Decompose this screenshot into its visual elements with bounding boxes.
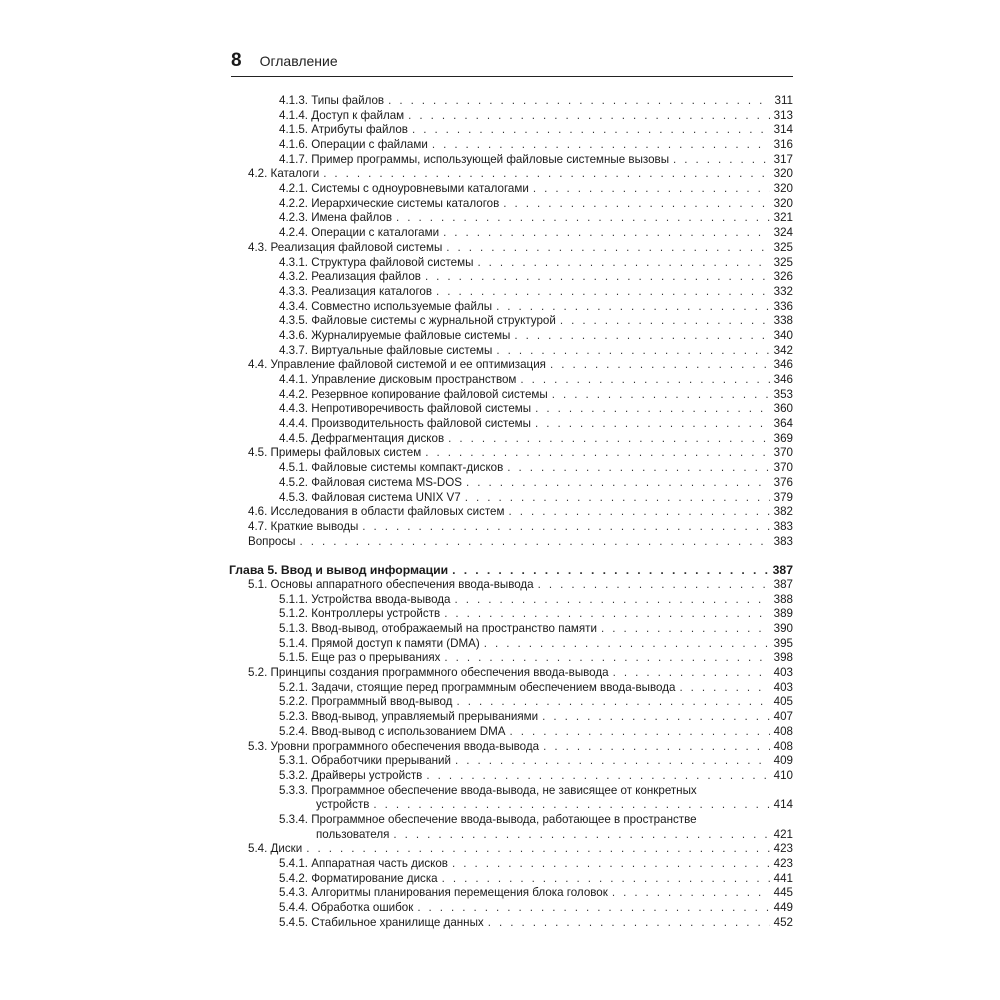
toc-entry-label: 4.2. Каталоги — [248, 167, 320, 181]
toc-entry-page: 408 — [773, 739, 793, 753]
toc-dot-leader — [679, 681, 769, 696]
toc-entry — [248, 285, 793, 300]
toc-entry-page: 445 — [773, 886, 793, 900]
toc-dot-leader — [432, 138, 770, 153]
toc-dot-leader — [425, 447, 769, 462]
toc-entry — [248, 607, 793, 622]
toc-dot-leader — [488, 916, 770, 931]
toc-entry-page: 325 — [773, 240, 793, 254]
toc-entry-label: 4.5. Примеры файловых систем — [248, 446, 422, 460]
toc-entry — [248, 857, 793, 872]
toc-entry-label: 5.4.4. Обработка ошибок — [279, 901, 414, 915]
toc-dot-leader — [362, 520, 769, 535]
toc-entry — [248, 329, 793, 344]
toc-dot-leader — [412, 123, 770, 138]
toc-dot-leader — [496, 344, 769, 359]
toc-entry — [248, 901, 793, 916]
toc-entry — [248, 491, 793, 506]
toc-entry — [248, 226, 793, 241]
toc-dot-leader — [507, 461, 769, 476]
toc-entry-label: 4.5.3. Файловая система UNIX V7 — [279, 490, 461, 504]
toc-entry-label: 4.4.1. Управление дисковым пространством — [279, 373, 517, 387]
toc-entry-label: 4.4.2. Резервное копирование файловой системы — [279, 387, 548, 401]
toc-entry — [248, 388, 793, 403]
toc-entry — [248, 666, 793, 681]
toc-entry-label: 5.4.5. Стабильное хранилище данных — [279, 915, 484, 929]
toc-entry — [248, 402, 793, 417]
toc-entry-label: 5.3. Уровни программного обеспечения ввода-вывода — [248, 739, 540, 753]
toc-entry — [248, 828, 793, 843]
toc-entry-page: 423 — [773, 842, 793, 856]
toc-dot-leader — [477, 256, 769, 271]
toc-entry-page: 408 — [773, 724, 793, 738]
toc-dot-leader — [535, 402, 770, 417]
toc-entry-label: пользователя — [316, 827, 390, 841]
toc-entry-label: 4.4.3. Непротиворечивость файловой системы — [279, 402, 532, 416]
toc-entry-page: 395 — [773, 636, 793, 650]
toc-entry — [248, 681, 793, 696]
toc-entry-page: 390 — [773, 622, 793, 636]
toc-dot-leader — [496, 300, 770, 315]
toc-entry — [248, 872, 793, 887]
toc-entry-page: 388 — [773, 592, 793, 606]
toc-entry — [248, 769, 793, 784]
toc-entry-page: 325 — [773, 255, 793, 269]
toc-dot-leader — [466, 476, 770, 491]
toc-entry — [248, 710, 793, 725]
toc-dot-leader — [425, 270, 770, 285]
toc-entry — [248, 447, 793, 462]
toc-dot-leader — [454, 593, 769, 608]
table-of-contents — [229, 94, 793, 931]
toc-entry-page: 370 — [773, 446, 793, 460]
toc-entry-page: 360 — [773, 402, 793, 416]
toc-entry — [248, 505, 793, 520]
toc-entry-label: 4.1.7. Пример программы, использующей файловые системные вызовы — [279, 152, 670, 166]
toc-entry-label: 4.6. Исследования в области файловых систем — [248, 505, 505, 519]
toc-entry — [248, 270, 793, 285]
toc-entry-label: устройств — [316, 798, 370, 812]
toc-entry-page: 398 — [773, 651, 793, 665]
toc-dot-leader — [452, 857, 770, 872]
toc-entry — [248, 167, 793, 182]
toc-dot-leader — [408, 109, 770, 124]
toc-entry-label: 5.3.1. Обработчики прерываний — [279, 754, 451, 768]
toc-entry-page: 376 — [773, 475, 793, 489]
toc-dot-leader — [543, 740, 770, 755]
toc-entry-label: 4.2.1. Системы с одноуровневыми каталогами — [279, 182, 529, 196]
toc-dot-leader — [613, 666, 770, 681]
toc-entry-page: 317 — [773, 152, 793, 166]
toc-entry-label: 4.2.2. Иерархические системы каталогов — [279, 196, 500, 210]
toc-dot-leader — [509, 725, 769, 740]
toc-entry-page: 326 — [773, 270, 793, 284]
toc-entry — [248, 212, 793, 227]
toc-entry — [248, 651, 793, 666]
toc-entry — [248, 916, 793, 931]
toc-entry-page: 421 — [773, 827, 793, 841]
toc-dot-leader — [300, 535, 770, 550]
toc-entry-label: 4.2.4. Операции с каталогами — [279, 226, 440, 240]
toc-dot-leader — [520, 373, 769, 388]
toc-dot-leader — [455, 754, 770, 769]
toc-entry-label: 5.3.2. Драйверы устройств — [279, 768, 423, 782]
toc-entry-label: 4.4. Управление файловой системой и ее оптимизация — [248, 358, 546, 372]
toc-entry-label: 4.4.5. Дефрагментация дисков — [279, 431, 445, 445]
toc-entry — [248, 798, 793, 813]
toc-dot-leader — [444, 651, 769, 666]
toc-entry-page: 336 — [773, 299, 793, 313]
toc-entry-page: 423 — [773, 857, 793, 871]
toc-entry — [248, 241, 793, 256]
toc-dot-leader — [465, 491, 770, 506]
toc-entry-label: 5.3.4. Программное обеспечение ввода-вывода, работающее в пространстве — [279, 813, 697, 826]
toc-entry — [248, 520, 793, 535]
toc-dot-leader — [323, 167, 769, 182]
toc-entry-page: 314 — [773, 123, 793, 137]
toc-entry-page: 449 — [773, 901, 793, 915]
toc-dot-leader — [560, 314, 770, 329]
toc-entry-label: Глава 5. Ввод и вывод информации — [229, 563, 449, 578]
toc-dot-leader — [373, 798, 769, 813]
toc-dot-leader — [396, 212, 770, 227]
toc-entry-page: 364 — [773, 417, 793, 431]
toc-entry-page: 320 — [773, 182, 793, 196]
toc-entry-label: 4.3.1. Структура файловой системы — [279, 255, 474, 269]
toc-entry-label: 5.2.3. Ввод-вывод, управляемый прерываниями — [279, 710, 539, 724]
toc-dot-leader — [452, 563, 769, 578]
toc-dot-leader — [542, 710, 770, 725]
toc-entry-page: 383 — [773, 519, 793, 533]
toc-dot-leader — [514, 329, 769, 344]
toc-entry-label: 4.3.5. Файловые системы с журнальной структурой — [279, 314, 556, 328]
toc-entry — [248, 314, 793, 329]
toc-dot-leader — [484, 637, 770, 652]
toc-dot-leader — [448, 432, 770, 447]
toc-entry-page: 311 — [774, 94, 793, 107]
toc-dot-leader — [601, 622, 770, 637]
toc-entry — [248, 535, 793, 550]
toc-entry — [248, 138, 793, 153]
toc-dot-leader — [443, 226, 770, 241]
toc-entry-label: 5.1.5. Еще раз о прерываниях — [279, 651, 441, 665]
toc-entry-page: 320 — [773, 196, 793, 210]
toc-entry-label: 4.7. Краткие выводы — [248, 519, 359, 533]
page-header — [231, 50, 793, 77]
toc-entry-label: 4.5.1. Файловые системы компакт-дисков — [279, 461, 504, 475]
toc-entry-label: 5.1.1. Устройства ввода-вывода — [279, 592, 451, 606]
toc-entry-page: 414 — [773, 798, 793, 812]
toc-entry-label: 5.4. Диски — [248, 842, 303, 856]
toc-entry-label: 4.3.3. Реализация каталогов — [279, 284, 433, 298]
toc-entry — [248, 637, 793, 652]
toc-dot-leader — [503, 197, 769, 212]
toc-entry — [248, 696, 793, 711]
toc-entry-label: 4.3.6. Журналируемые файловые системы — [279, 329, 511, 342]
toc-entry-page: 324 — [773, 226, 793, 240]
toc-entry — [248, 593, 793, 608]
toc-entry-page: 387 — [772, 563, 793, 578]
toc-entry — [248, 725, 793, 740]
toc-entry-label: 5.1.3. Ввод-вывод, отображаемый на пространство памяти — [279, 622, 597, 636]
toc-entry-label: 4.1.3. Типы файлов — [279, 94, 385, 107]
toc-entry — [248, 578, 793, 593]
toc-entry-label: 5.4.1. Аппаратная часть дисков — [279, 857, 448, 871]
toc-entry — [248, 358, 793, 373]
toc-entry-label: 4.3.4. Совместно используемые файлы — [279, 299, 493, 313]
toc-entry-label: 5.4.2. Форматирование диска — [279, 871, 438, 885]
toc-entry-page: 346 — [773, 358, 793, 372]
toc-dot-leader — [417, 901, 769, 916]
toc-entry — [248, 109, 793, 124]
toc-entry-label: Вопросы — [248, 534, 296, 548]
toc-entry-page: 316 — [773, 138, 793, 152]
toc-entry-label: 4.1.4. Доступ к файлам — [279, 108, 405, 122]
toc-entry — [248, 182, 793, 197]
toc-entry-page: 383 — [773, 534, 793, 548]
toc-entry-page: 441 — [773, 871, 793, 885]
toc-entry-label: 4.3.7. Виртуальные файловые системы — [279, 343, 493, 357]
toc-dot-leader — [612, 886, 770, 901]
toc-dot-leader — [446, 241, 769, 256]
toc-entry — [248, 417, 793, 432]
toc-entry-label: 5.2. Принципы создания программного обеспечения ввода-вывода — [248, 666, 609, 680]
toc-entry — [248, 373, 793, 388]
toc-entry-label: 5.1.4. Прямой доступ к памяти (DMA) — [279, 636, 480, 650]
toc-entry-label: 5.1. Основы аппаратного обеспечения ввода-вывода — [248, 578, 534, 591]
toc-entry — [248, 754, 793, 769]
toc-entry-label: 5.2.4. Ввод-вывод с использованием DMA — [279, 724, 506, 738]
toc-dot-leader — [533, 182, 770, 197]
toc-dot-leader — [456, 696, 769, 711]
toc-entry-page: 321 — [773, 211, 793, 225]
toc-dot-leader — [550, 358, 770, 373]
toc-entry-label: 4.2.3. Имена файлов — [279, 211, 393, 225]
toc-entry-label: 4.4.4. Производительность файловой системы — [279, 417, 531, 431]
toc-dot-leader — [673, 153, 770, 168]
toc-entry-page: 405 — [773, 695, 793, 709]
toc-entry-page: 389 — [773, 607, 793, 621]
toc-entry — [248, 153, 793, 168]
toc-entry — [248, 461, 793, 476]
toc-entry — [248, 476, 793, 491]
toc-entry-page: 403 — [773, 680, 793, 694]
toc-entry-page: 403 — [773, 666, 793, 680]
toc-entry-page: 379 — [773, 490, 793, 504]
toc-entry-label: 5.4.3. Алгоритмы планирования перемещения блока головок — [279, 886, 608, 900]
toc-entry-page: 387 — [773, 578, 793, 591]
toc-dot-leader — [444, 607, 769, 622]
toc-entry-page: 452 — [773, 915, 793, 929]
toc-dot-leader — [436, 285, 770, 300]
toc-entry-label: 5.3.3. Программное обеспечение ввода-вывода, не зависящее от конкретных — [279, 783, 697, 797]
toc-dot-leader — [306, 842, 769, 857]
toc-chapter-entry — [229, 563, 793, 578]
toc-dot-leader — [535, 417, 770, 432]
toc-entry-page: 353 — [773, 387, 793, 401]
toc-entry-label: 4.1.5. Атрибуты файлов — [279, 123, 408, 137]
toc-dot-leader — [426, 769, 769, 784]
toc-dot-leader — [393, 828, 769, 843]
toc-entry — [248, 740, 793, 755]
toc-entry-label: 4.1.6. Операции с файлами — [279, 138, 428, 152]
toc-entry — [248, 622, 793, 637]
toc-dot-leader — [442, 872, 770, 887]
toc-entry-page: 320 — [773, 167, 793, 181]
toc-entry-page: 410 — [773, 768, 793, 782]
toc-entry — [248, 300, 793, 315]
toc-entry — [248, 886, 793, 901]
toc-entry-label: 4.3.2. Реализация файлов — [279, 270, 421, 284]
toc-entry-page: 340 — [773, 329, 793, 342]
toc-entry-page: 342 — [773, 343, 793, 357]
toc-entry — [248, 197, 793, 212]
toc-entry-page: 369 — [773, 431, 793, 445]
toc-entry-page: 332 — [773, 284, 793, 298]
toc-entry — [248, 813, 793, 828]
toc-entry — [248, 94, 793, 109]
page-header-title: Оглавление — [259, 53, 338, 69]
toc-entry-page: 346 — [773, 373, 793, 387]
toc-entry — [248, 842, 793, 857]
toc-entry-page: 407 — [773, 710, 793, 724]
toc-entry-label: 5.2.2. Программный ввод-вывод — [279, 695, 453, 709]
toc-entry-page: 382 — [773, 505, 793, 519]
toc-entry — [248, 344, 793, 359]
toc-dot-leader — [388, 94, 770, 109]
toc-entry — [248, 256, 793, 271]
toc-entry-label: 4.5.2. Файловая система MS-DOS — [279, 475, 462, 489]
toc-entry-label: 5.2.1. Задачи, стоящие перед программным обеспечением ввода-вывода — [279, 680, 676, 694]
toc-dot-leader — [508, 505, 769, 520]
toc-entry — [248, 432, 793, 447]
toc-entry — [248, 784, 793, 799]
toc-entry-label: 5.1.2. Контроллеры устройств — [279, 607, 441, 621]
toc-dot-leader — [552, 388, 770, 403]
toc-entry-page: 338 — [773, 314, 793, 328]
toc-entry-label: 4.3. Реализация файловой системы — [248, 240, 443, 254]
toc-entry-page: 409 — [773, 754, 793, 768]
toc-entry-page: 370 — [773, 461, 793, 475]
page-number: 8 — [231, 50, 242, 71]
toc-entry-page: 313 — [773, 108, 793, 122]
toc-dot-leader — [538, 578, 770, 593]
toc-entry — [248, 123, 793, 138]
